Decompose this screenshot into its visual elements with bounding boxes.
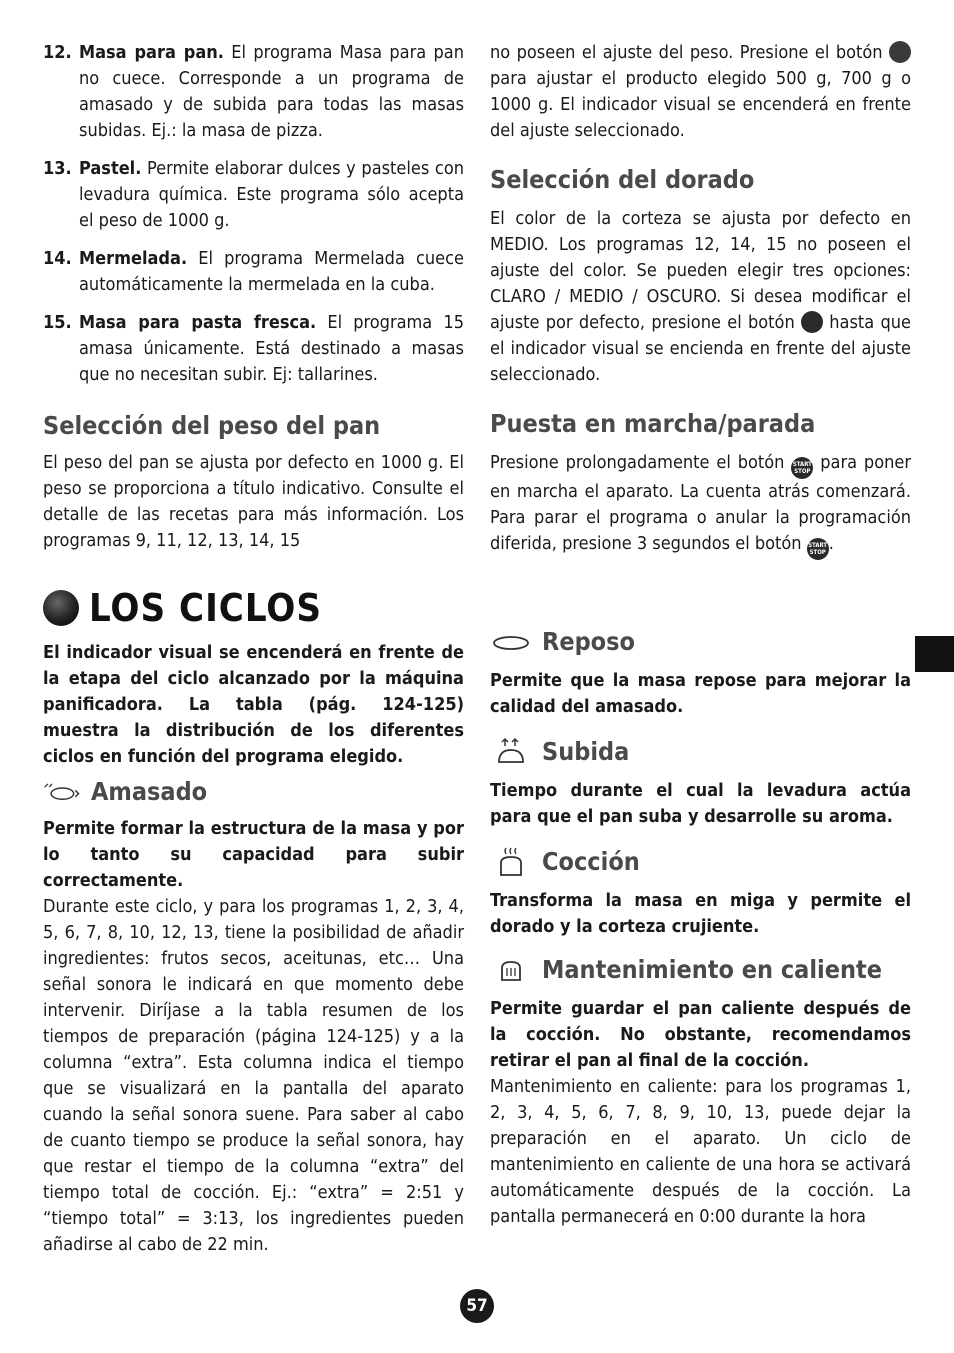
item-title: Masa para pasta fresca. [79,312,317,333]
right-column [490,40,911,1230]
amasado-title: Amasado [91,777,208,806]
marcha-text-b: para poner en marcha el aparato. La cuenta atrás comenzará. Para parar el programa o anular la programación diferida, presione 3 segundos el botón [490,452,912,554]
item-title: Masa para pan. [79,42,224,63]
program-item-15 [43,310,464,388]
ciclos-intro: El indicador visual se encenderá en frente de la etapa del ciclo alcanzado por la máquina panificadora. La tabla (pág. 124-125) muestra la distribución de los diferentes ciclos en función del programa elegido. [43,642,464,767]
mantenimiento-heading [490,954,911,986]
start-stop-button-icon [807,538,829,560]
coccion-heading [490,846,911,878]
ciclos-title: LOS CICLOS [89,586,322,630]
program-item-13 [43,156,464,234]
rise-icon [490,736,532,768]
item-number: 13. [43,158,72,179]
coccion-bold: Transforma la masa en miga y permite el dorado y la corteza crujiente. [490,890,911,937]
marcha-text-c: . [828,533,834,554]
bullet-ball-icon [43,590,79,626]
item-text: Permite elaborar dulces y pasteles con levadura química. Este programa sólo acepta el peso de 1000 g. [79,158,464,231]
start-stop-label: START STOP [792,461,812,475]
amasado-bold: Permite formar la estructura de la masa y por lo tanto su capacidad para subir correctamente. [43,818,464,891]
peso-cont-text-a: no poseen el ajuste del peso. Presione el botón [490,42,889,63]
left-column [43,40,464,1258]
coccion-title: Cocción [542,847,640,876]
peso-continued [490,40,911,144]
item-title: Mermelada. [79,248,188,269]
peso-heading: Selección del peso del pan [43,411,381,440]
program-item-14 [43,246,464,298]
page-number: 57 [460,1289,494,1323]
reposo-bold: Permite que la masa repose para mejorar la calidad del amasado. [490,670,911,717]
rest-icon [490,626,532,658]
dorado-paragraph [490,206,911,388]
item-title: Pastel. [79,158,142,179]
marcha-text-a: Presione prolongadamente el botón [490,452,792,473]
item-number: 14. [43,248,72,269]
item-text: El programa Mermelada cuece automáticamente la mermelada en la cuba. [79,248,464,295]
mantenimiento-text: Mantenimiento en caliente: para los programas 1, 2, 3, 4, 5, 6, 7, 8, 9, 10, 13, puede dejar la preparación en el aparato. Un ciclo de mantenimiento en caliente de una hora se activará automáticamente después de la cocción. La pantalla permanecerá en 0:00 durante la hora [490,1076,911,1227]
kneading-icon [43,776,85,808]
program-item-12 [43,40,464,144]
marcha-heading: Puesta en marcha/parada [490,409,816,438]
ciclos-heading [43,586,464,630]
item-text: El programa Masa para pan no cuece. Corresponde a un programa de amasado y de subida para todas las masas subidas. Ej.: la masa de pizza. [79,42,464,141]
dorado-heading: Selección del dorado [490,165,755,194]
subida-heading [490,736,911,768]
item-number: 15. [43,312,72,333]
dorado-text-b: hasta que el indicador visual se encienda en frente del ajuste seleccionado. [490,312,911,385]
subida-bold: Tiempo durante el cual la levadura actúa para que el pan suba y desarrolle su aroma. [490,780,911,827]
amasado-heading [43,776,464,808]
dorado-text-a: El color de la corteza se ajusta por defecto en MEDIO. Los programas 12, 14, 15 no poseen el ajuste del color. Se pueden elegir tres opciones: CLARO / MEDIO / OSCURO. Si desea modificar el ajuste por defecto, presione el botón [490,208,911,333]
crust-color-button-icon [801,311,823,333]
subida-title: Subida [542,737,630,766]
mantenimiento-title: Mantenimiento en caliente [542,955,883,984]
item-text: El programa 15 amasa únicamente. Está destinado a masas que no necesitan subir. Ej: tallarines. [79,312,464,385]
start-stop-button-icon [791,457,813,479]
amasado-text: Durante este ciclo, y para los programas 1, 2, 3, 4, 5, 6, 7, 8, 10, 12, 13, tiene la posibilidad de añadir ingredientes: frutos secos, aceitunas, etc… Una señal sonora le indicará en que momento debe intervenir. Diríjase a la tabla resumen de los tiempos de preparación (página 124-125) y a la columna “extra”. Esta columna indica el tiempo que se visualizará en la pantalla del aparato cuando la señal sonora suene. Para saber al cabo de cuanto tiempo se produce la señal sonora, hay que restar el tiempo de la columna “extra” del tiempo total de cocción. Ej.: “extra” = 2:51 y “tiempo total” = 3:13, los ingredientes pueden añadirse al cabo de 22 min. [43,896,464,1255]
baking-icon [490,846,532,878]
section-tab-marker [915,636,954,672]
keep-warm-icon [490,954,532,986]
reposo-title: Reposo [542,627,635,656]
reposo-heading [490,626,911,658]
mantenimiento-bold: Permite guardar el pan caliente después de la cocción. No obstante, recomendamos retirar el pan al final de la cocción. [490,998,911,1071]
item-number: 12. [43,42,72,63]
start-stop-label: START STOP [808,542,828,556]
weight-button-icon [889,41,911,63]
peso-cont-text-b: para ajustar el producto elegido 500 g, 700 g o 1000 g. El indicador visual se encenderá en frente del ajuste seleccionado. [490,68,911,141]
peso-paragraph: El peso del pan se ajusta por defecto en 1000 g. El peso se proporciona a título indicativo. Consulte el detalle de las recetas para más información. Los programas 9, 11, 12, 13, 14, 15 [43,452,464,551]
marcha-paragraph [490,450,911,560]
